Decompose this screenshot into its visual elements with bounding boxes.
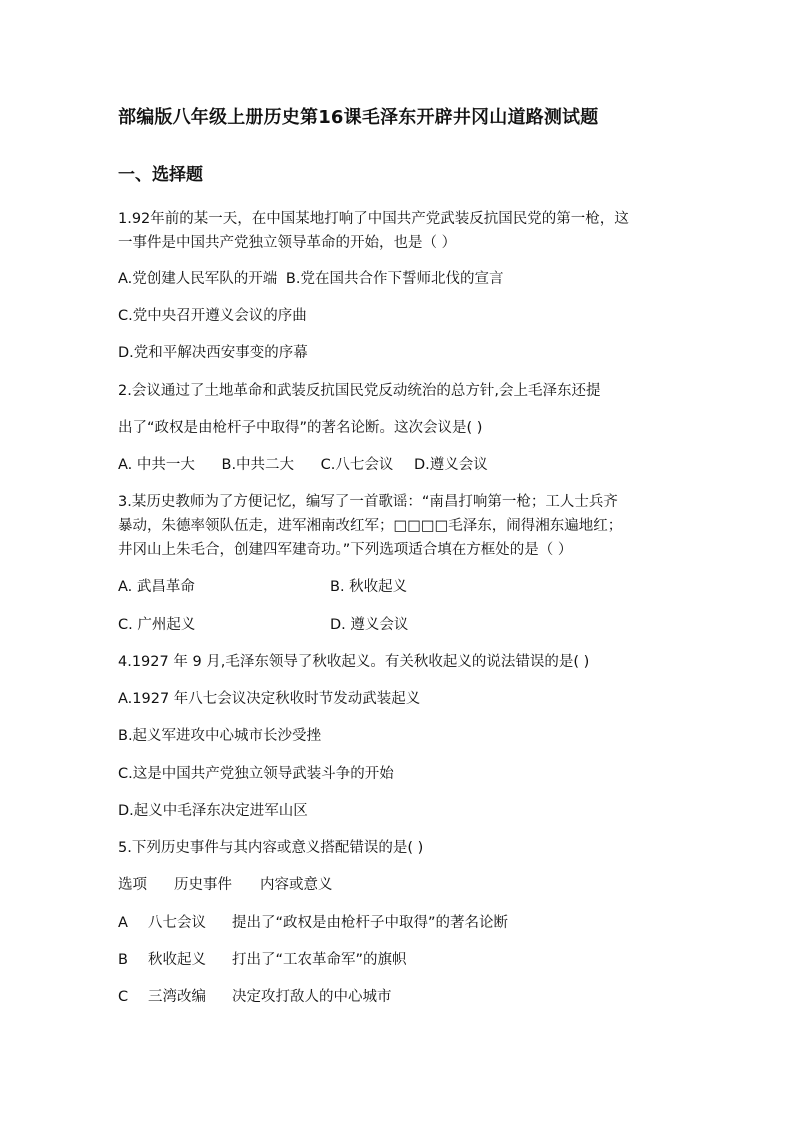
q5-table-row [118, 987, 618, 1007]
q1-option-b: B.党在国共合作下誓师北伐的宣言 [285, 271, 504, 287]
q1-option-a: A.党创建人民军队的开端 [118, 271, 278, 287]
q4-option-b: B.起义军进攻中心城市长沙受挫 [118, 728, 322, 744]
q2-stem-line1: 2.会议通过了土地革命和武装反抗国民党反动统治的总方针,会上毛泽东还提 [118, 383, 601, 399]
q4-option-a: A.1927 年八七会议决定秋收时节发动武装起义 [118, 691, 421, 707]
q3-options-cd [118, 615, 518, 635]
q5-row-option: A [118, 915, 128, 931]
q5-row-event: 秋收起义 [148, 952, 206, 968]
q5-row-option: C [118, 989, 129, 1005]
q2-options [118, 455, 488, 475]
q2-option-d: D.遵义会议 [414, 457, 488, 473]
q4-stem: 4.1927 年 9 月,毛泽东领导了秋收起义。有关秋收起义的说法错误的是( ) [118, 654, 590, 670]
q4-option-c: C.这是中国共产党独立领导武装斗争的开始 [118, 766, 394, 782]
q3-option-d: D. 遵义会议 [330, 617, 409, 633]
q3-option-c: C. 广州起义 [118, 617, 196, 633]
q1-stem-line2: 一事件是中国共产党独立领导革命的开始，也是（ ） [118, 235, 457, 251]
q5-row-event: 三湾改编 [148, 989, 206, 1005]
q5-row-option: B [118, 952, 128, 968]
q5-table-row [118, 913, 618, 933]
q2-option-a: A. 中共一大 [118, 457, 195, 473]
q1-stem-line1: 1.92年前的某一天，在中国某地打响了中国共产党武装反抗国民党的第一枪，这 [118, 211, 629, 227]
q5-row-content: 提出了“政权是由枪杆子中取得”的著名论断 [232, 915, 509, 931]
q3-options-ab [118, 577, 518, 597]
q4-option-d: D.起义中毛泽东决定进军山区 [118, 803, 308, 819]
q2-option-c: C.八七会议 [320, 457, 394, 473]
q5-table-header [118, 875, 618, 895]
q5-stem: 5.下列历史事件与其内容或意义搭配错误的是( ) [118, 840, 424, 856]
q5-header-content: 内容或意义 [260, 877, 333, 893]
q5-table-row [118, 950, 618, 970]
section-heading: 一、选择题 [118, 165, 203, 185]
q3-stem-line3: 井冈山上朱毛合，创建四军建奇功。”下列选项适合填在方框处的是（ ） [118, 542, 573, 558]
q2-option-b: B.中共二大 [221, 457, 295, 473]
q5-row-content: 打出了“工农革命军”的旗帜 [232, 952, 407, 968]
q5-row-event: 八七会议 [148, 915, 206, 931]
q3-stem-line1: 3.某历史教师为了方便记忆，编写了一首歌谣：“南昌打响第一枪；工人士兵齐 [118, 494, 618, 510]
q1-option-d: D.党和平解决西安事变的序幕 [118, 345, 308, 361]
q5-header-option: 选项 [118, 877, 147, 893]
q1-option-c: C.党中央召开遵义会议的序曲 [118, 308, 307, 324]
q3-option-a: A. 武昌革命 [118, 579, 195, 595]
q3-stem-line2: 暴动，朱德率领队伍走，进军湘南改红军；□□□□毛泽东，闹得湘东遍地红； [118, 518, 623, 534]
document-title: 部编版八年级上册历史第16课毛泽东开辟井冈山道路测试题 [118, 107, 599, 128]
q3-option-b: B. 秋收起义 [330, 579, 408, 595]
q5-header-event: 历史事件 [174, 877, 232, 893]
q1-options-ab [118, 269, 503, 289]
q2-stem-line2: 出了“政权是由枪杆子中取得”的著名论断。这次会议是( ) [118, 420, 483, 436]
q5-row-content: 决定攻打敌人的中心城市 [232, 989, 392, 1005]
